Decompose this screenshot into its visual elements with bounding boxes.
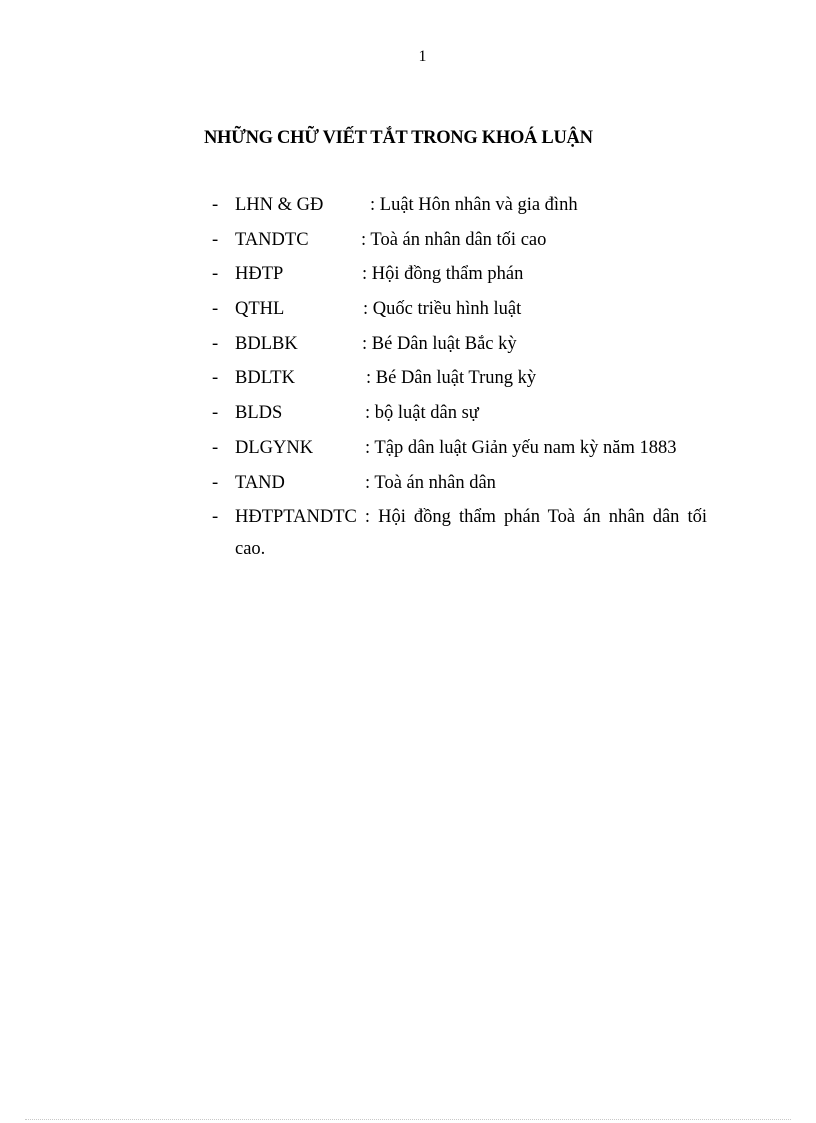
list-item [212,401,712,436]
page-number: 1 [418,48,427,65]
list-bullet: - [212,472,219,493]
list-item [212,436,712,471]
list-item [212,297,712,332]
list-item [212,505,712,567]
list-bullet: - [212,437,219,458]
list-item [212,366,712,401]
abbreviation-meaning: : Quốc triều hình luật [363,299,522,320]
abbreviation-term: LHN & GĐ [235,195,324,215]
list-item [212,471,712,506]
abbreviation-meaning: : Bé Dân luật Trung kỳ [366,368,537,389]
list-item [212,332,712,367]
page-footer-divider [25,1119,791,1120]
list-bullet: - [212,403,219,424]
list-bullet: - [212,264,219,285]
abbreviation-meaning: : Tập dân luật Giản yếu nam kỳ năm 1883 [365,437,677,458]
list-item [212,262,712,297]
abbreviation-meaning: : bộ luật dân sự [365,403,479,424]
page-title: NHỮNG CHỮ VIẾT TẮT TRONG KHOÁ LUẬN [204,128,593,148]
list-bullet: - [212,368,219,389]
abbreviation-meaning: : Luật Hôn nhân và gia đình [370,195,578,215]
abbreviation-term: DLGYNK [235,437,314,458]
abbreviation-meaning: : Bé Dân luật Bắc kỳ [362,333,517,354]
abbreviation-meaning: : Hội đồng thẩm phán [362,264,524,285]
list-item [212,193,712,228]
abbreviation-list [212,193,712,567]
abbreviation-term: TAND [235,472,285,493]
list-bullet: - [212,333,219,354]
abbreviation-term: TANDTC [235,229,309,250]
abbreviation-term: HĐTP [235,264,284,285]
abbreviation-term: BDLBK [235,333,298,354]
abbreviation-meaning: : Toà án nhân dân [365,472,496,493]
abbreviation-term: QTHL [235,299,285,320]
abbreviation-meaning: : Toà án nhân dân tối cao [361,229,547,250]
list-item [212,228,712,263]
list-bullet: - [212,195,219,215]
abbreviation-term: BLDS [235,403,283,424]
list-bullet: - [212,229,219,250]
list-bullet: - [212,507,219,528]
list-bullet: - [212,299,219,320]
abbreviation-term: BDLTK [235,368,295,389]
abbreviation-entry: HĐTPTANDTC : Hội đồng thẩm phán Toà án nhân dân tối cao. [235,507,707,560]
